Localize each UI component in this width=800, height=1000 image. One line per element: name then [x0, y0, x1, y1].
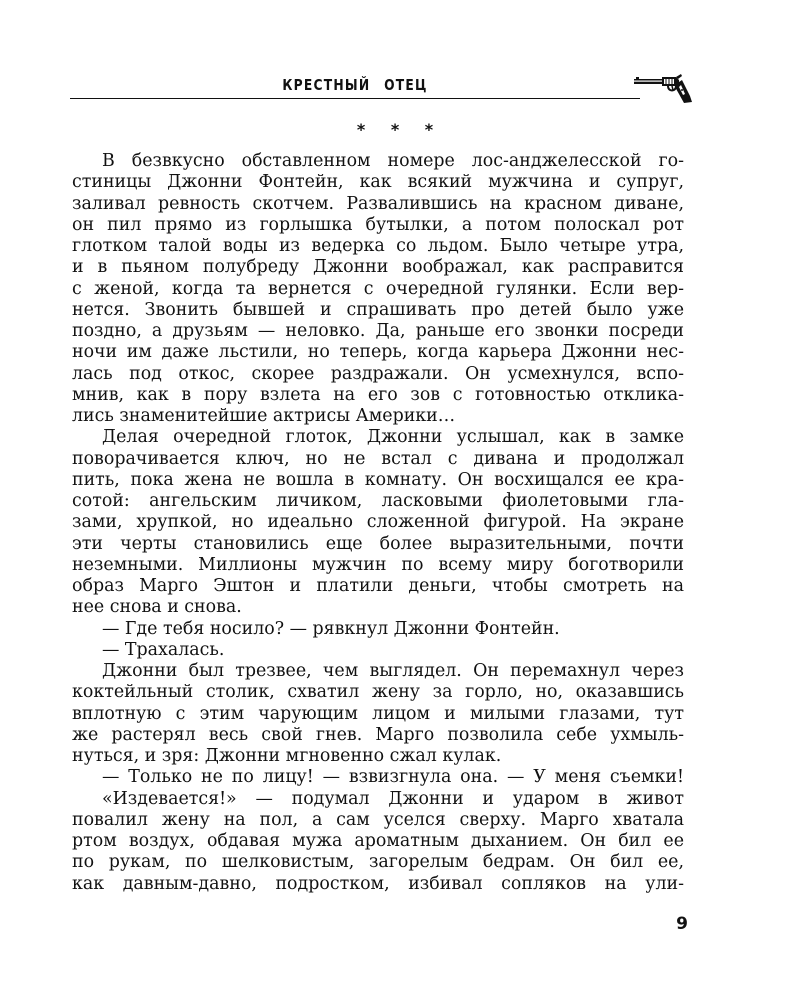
body-text: [72, 151, 684, 895]
text-line: образ Марго Эштон и платили деньги, чтобы смотреть на: [72, 576, 684, 596]
text-line: глотком талой воды из ведерка со льдом. Было четыре утра,: [72, 236, 684, 256]
text-line: Джонни был трезвее, чем выглядел. Он перемахнул через: [102, 661, 684, 681]
text-line: как давным-давно, подростком, избивал сопляков на ули-: [72, 873, 684, 894]
text-line: с женой, когда та вернется с очередной гулянки. Если вер-: [72, 278, 684, 299]
text-line: Делая очередной глоток, Джонни услышал, как в замке: [102, 427, 684, 448]
text-line: стиницы Джонни Фонтейн, как всякий мужчина и супруг,: [72, 172, 684, 193]
text-line: он пил прямо из горлышка бутылки, а потом полоскал рот: [72, 214, 684, 235]
page-number: 9: [676, 914, 688, 934]
text-line: лись знаменитейшие актрисы Америки…: [72, 406, 456, 426]
dialogue-paragraph: [72, 640, 684, 661]
paragraph: [72, 789, 684, 895]
text-line: коктейльный столик, схватил жену за горло, но, оказавшись: [72, 682, 684, 703]
text-line: — Где тебя носило? — рявкнул Джонни Фонтейн.: [102, 618, 560, 639]
text-line: по рукам, по шелковистым, загорелым бедрам. Он бил ее,: [72, 852, 684, 873]
text-line: «Издевается!» — подумал Джонни и ударом в живот: [102, 788, 684, 809]
text-line: — Только не по лицу! — взвизгнула она. — У меня съемки!: [102, 767, 684, 788]
running-header-title: КРЕСТНЫЙ ОТЕЦ: [282, 76, 428, 94]
revolver-icon: [632, 72, 696, 104]
section-separator: * * *: [356, 120, 444, 139]
text-line: эти черты становились еще более выразительными, почти: [72, 533, 684, 554]
text-line: повалил жену на пол, а сам уселся сверху. Марго хватала: [72, 809, 684, 830]
text-line: нуться, и зря: Джонни мгновенно сжал кулак.: [72, 746, 502, 766]
text-line: же растерял весь свой гнев. Марго позволила себе ухмыль-: [72, 724, 684, 745]
dialogue-paragraph: [72, 767, 684, 788]
text-line: нее снова и снова.: [72, 597, 242, 618]
dialogue-paragraph: [72, 619, 684, 640]
paragraph: [72, 661, 684, 767]
text-line: поворачивается ключ, но не встал с дивана и продолжал: [72, 448, 684, 469]
text-line: поздно, а друзьям — неловко. Да, раньше его звонки посреди: [72, 321, 684, 341]
text-line: лась под откос, скорее раздражали. Он усмехнулся, вспо-: [72, 363, 684, 384]
text-line: и в пьяном полубреду Джонни воображал, как расправится: [72, 257, 684, 278]
paragraph: [72, 151, 684, 427]
paragraph: [72, 427, 684, 618]
header-rule: [70, 98, 640, 99]
text-line: неземными. Миллионы мужчин по всему миру боготворили: [72, 554, 684, 575]
text-line: ночи им даже льстили, но теперь, когда карьера Джонни нес-: [72, 342, 684, 363]
running-header: [70, 72, 710, 106]
text-line: нется. Звонить бывшей и спрашивать про детей было уже: [72, 299, 684, 320]
text-line: — Трахалась.: [102, 639, 225, 660]
text-line: зами, хрупкой, но идеально сложенной фигурой. На экране: [72, 512, 684, 533]
text-line: заливал ревность скотчем. Развалившись на красном диване,: [72, 193, 684, 214]
text-line: пить, пока жена не вошла в комнату. Он восхищался ее кра-: [72, 469, 684, 490]
text-line: сотой: ангельским личиком, ласковыми фиолетовыми гла-: [72, 491, 684, 511]
text-line: ртом воздух, обдавая мужа ароматным дыханием. Он бил ее: [72, 831, 684, 851]
text-line: вплотную с этим чарующим лицом и милыми глазами, тут: [72, 703, 684, 724]
text-line: В безвкусно обставленном номере лос-анджелесской го-: [102, 151, 684, 171]
text-line: мнив, как в пору взлета на его зов с готовностью отклика-: [72, 384, 684, 405]
